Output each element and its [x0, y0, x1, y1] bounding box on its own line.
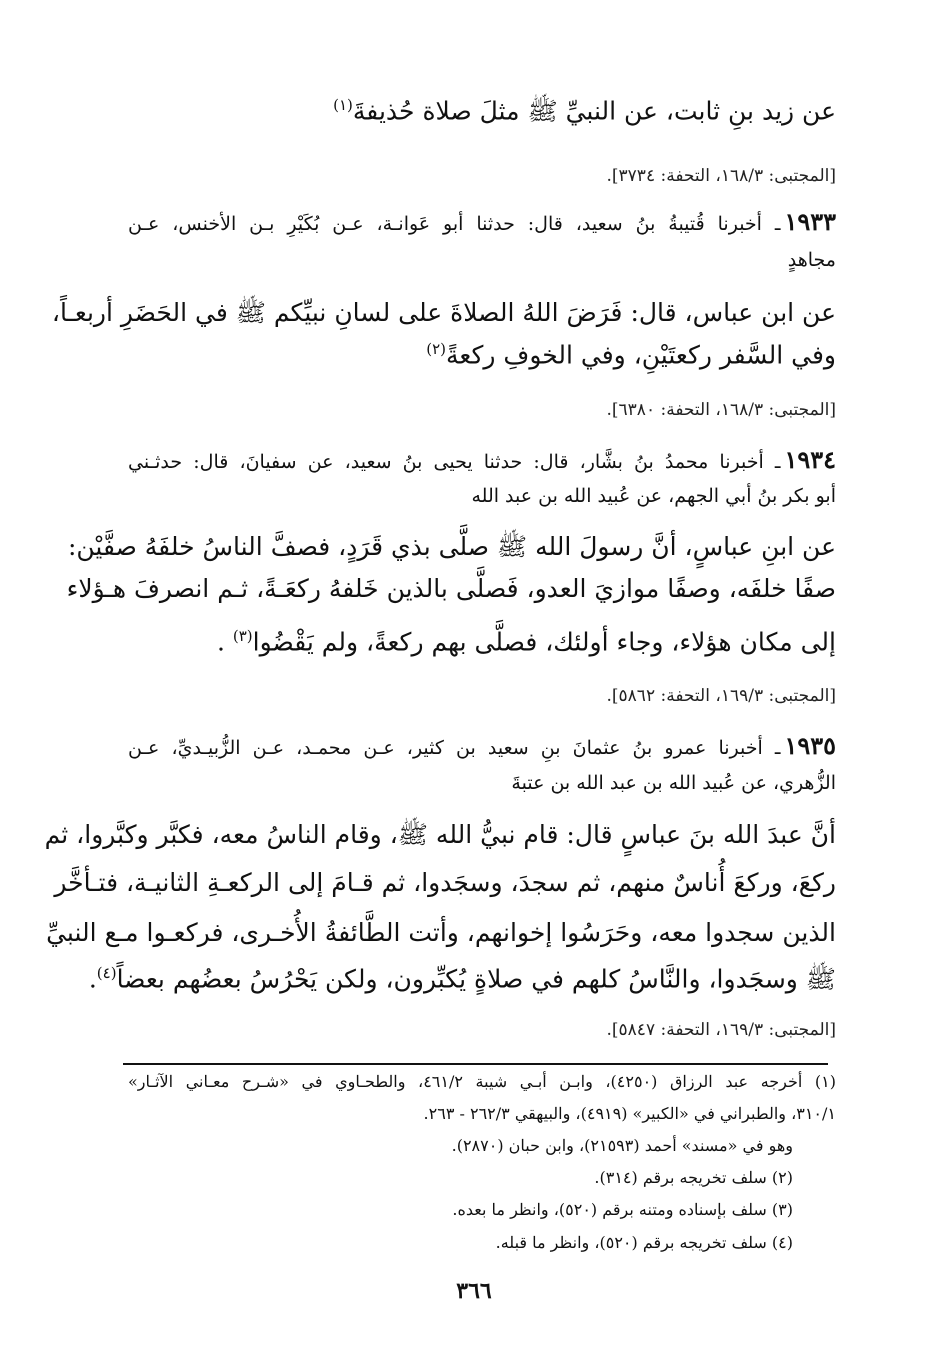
footnote-line: ٣١٠/١، والطبراني في «الكبير» (٤٩١٩)، والبيهقي ٢٦٢/٣ - ٢٦٣.: [423, 1104, 836, 1123]
hadith-number: ١٩٣٥: [784, 731, 836, 760]
matn-text: عن زيد بنِ ثابت، عن النبيِّ ﷺ مثلَ صلاة حُذيفةَ: [352, 96, 836, 126]
reference-line: [المجتبى: ١٦٨/٣، التحفة: ٣٧٣٤].: [606, 166, 836, 186]
footnote-marker: (١): [333, 96, 353, 114]
footnote-line: (٢) سلف تخريجه برقم (٣١٤).: [594, 1168, 793, 1187]
matn-line: أنَّ عبدَ الله بنَ عباسٍ قال: قام نبيُّ الله ﷺ، وقام الناسُ معه، فكبَّر وكبَّروا، ثم: [44, 820, 836, 849]
isnad-line: [128, 208, 836, 237]
isnad-line: الزُّهري، عن عُبيد الله بن عبد الله بن عتبةَ: [511, 772, 836, 794]
matn-line: صفًا خلفَه، وصفًا موازيَ العدو، فَصلَّى بالذين خَلفهُ ركعَـةً، ثـم انصرفَ هـؤلاء: [66, 574, 836, 603]
reference-line: [المجتبى: ١٦٩/٣، التحفة: ٥٨٤٧].: [606, 1020, 836, 1040]
footnote-line: (٣) سلف بإسناده ومتنه برقم (٥٢٠)، وانظر ما بعده.: [452, 1200, 793, 1219]
footnote-marker: (٣): [232, 627, 253, 645]
matn-text: وفي السَّفر ركعتَيْنِ، وفي الخوفِ ركعةً: [446, 340, 836, 370]
matn-line: إلى مكان هؤلاء، وجاء أولئك، فصلَّى بهم ركعةً، ولم يَقْضُوا$^{(٣)}$ .: [216, 627, 836, 657]
isnad-line: أبو بكر بنُ أبي الجهم، عن عُبيد الله بن عبد الله: [471, 485, 836, 507]
footnote-line: (٤) سلف تخريجه برقم (٥٢٠)، وانظر ما قبله.: [495, 1233, 793, 1252]
isnad-text: ـ أخبرنا محمدُ بنُ بشَّار، قال: حدثنا يحيى بنُ سعيد، عن سفيانَ، قال: حدثـني: [128, 451, 781, 473]
isnad-text: ـ أخبرنا عمرو بنُ عثمانَ بنِ سعيد بن كثير، عـن محمـد، عـن الزُّبيـديِّ، عـن: [128, 737, 781, 759]
matn-line: ركعَ، وركعَ أُناسٌ منهم، ثم سجدَ، وسجَدوا، ثم قـامَ إلى الركعـةِ الثانيـة، فتـأخَّر: [54, 868, 836, 897]
matn-line: ﷺ وسجَدوا، والنَّاسُ كلهم في صلاةٍ يُكبِّرون، ولكن يَحْرُسُ بعضُهم بعضاً$^{(٤)}$.: [88, 964, 836, 994]
reference-line: [المجتبى: ١٦٨/٣، التحفة: ٦٣٨٠].: [606, 400, 836, 420]
isnad-text: ـ أخبرنا قُتيبةُ بنُ سعيد، قال: حدثنا أبو عَوانـة، عـن بُكَيْرِ بـن الأخنس، عـن: [128, 213, 781, 235]
matn-text: إلى مكان هؤلاء، وجاء أولئك، فصلَّى بهم ركعةً، ولم يَقْضُوا: [252, 627, 836, 657]
page-number: ٣٦٦: [456, 1278, 492, 1304]
hadith-number: ١٩٣٤: [784, 445, 836, 474]
footnote-line: وهو في «مسند» أحمد (٢١٥٩٣)، وابن حبان (٢٨٧٠).: [451, 1136, 793, 1155]
matn-line: [128, 340, 836, 370]
matn-line: عن ابن عباس، قال: فَرَضَ اللهُ الصلاةَ على لسانِ نبيِّكم ﷺ في الحَضَرِ أربعـاً،: [51, 298, 836, 327]
matn-line: الذين سجدوا معه، وحَرَسُوا إخوانهم، وأتت الطَّائفةُ الأُخـرى، فركعـوا مـع النبيِّ: [46, 918, 836, 947]
isnad-line: [128, 732, 836, 761]
footnote-marker: (٤): [96, 964, 117, 982]
footnote-line: (١) أخرجه عبد الرزاق (٤٢٥٠)، وابـن أبـي شيبة ٤٦١/٢، والطحـاوي في «شـرح معـاني الآثـار»: [128, 1072, 837, 1091]
matn-line: عن ابنِ عباسٍ، أنَّ رسولَ الله ﷺ صلَّى بذي قَرَدٍ، فصفَّ الناسُ خلفَهُ صفَّيْن:: [67, 532, 836, 561]
isnad-line: [128, 446, 836, 475]
matn-line: [128, 96, 836, 126]
footnote-divider: [123, 1063, 828, 1065]
reference-line: [المجتبى: ١٦٩/٣، التحفة: ٥٨٦٢].: [606, 686, 836, 706]
hadith-number: ١٩٣٣: [784, 207, 836, 236]
matn-text: ﷺ وسجَدوا، والنَّاسُ كلهم في صلاةٍ يُكبِّرون، ولكن يَحْرُسُ بعضُهم بعضاً: [116, 964, 836, 994]
isnad-line: مجاهدٍ: [787, 249, 836, 271]
footnote-marker: (٢): [426, 340, 447, 358]
